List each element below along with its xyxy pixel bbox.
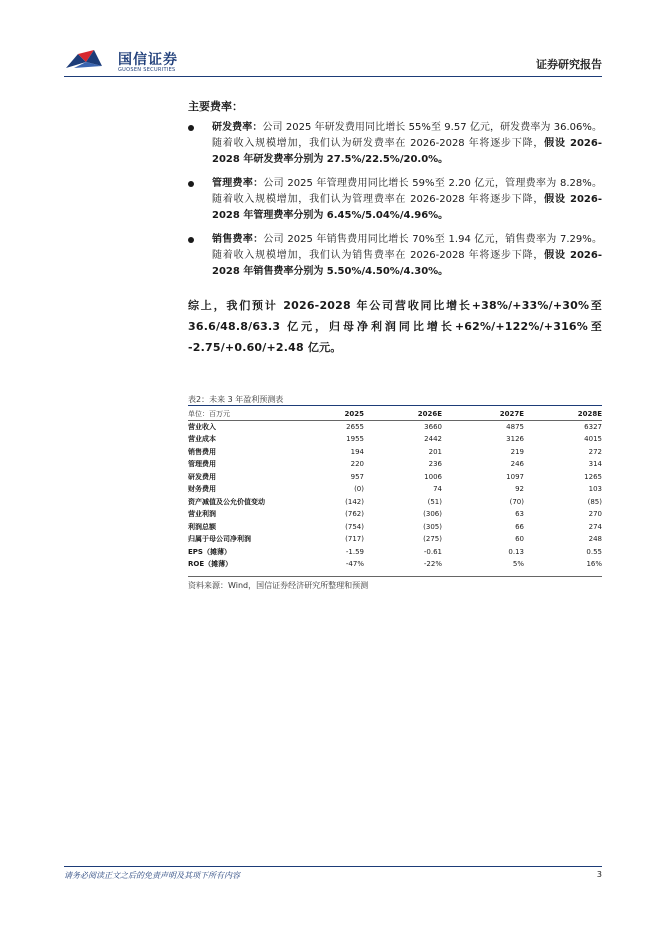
table-cell: 3126 [506, 435, 524, 444]
table-cell: (0) [354, 485, 364, 494]
table-row [188, 446, 602, 459]
bullet-assumption: 假设 2026-2028 年研发费率分别为 27.5%/22.5%/20.0%。 [212, 138, 602, 165]
row-label: EPS（摊薄） [188, 547, 231, 556]
table-top-rule [188, 405, 602, 406]
footer-divider [64, 866, 602, 867]
row-label: 营业成本 [188, 435, 216, 444]
table-cell: 1955 [346, 435, 364, 444]
row-label: 营业收入 [188, 423, 216, 431]
table-row [188, 421, 602, 434]
bullet-assumption: 假设 2026-2028 年管理费率分别为 6.45%/5.04%/4.96%。 [212, 194, 602, 221]
footer-disclaimer: 请务必阅读正文之后的免责声明及其项下所有内容 [64, 871, 240, 880]
table-cell: 272 [588, 447, 602, 456]
table-cell: 1265 [584, 472, 602, 481]
bullet-label: 销售费率： [212, 234, 264, 245]
table-unit-header: 单位：百万元 [188, 408, 298, 421]
table-column-header: 2027E [442, 408, 524, 421]
table-header-row [188, 408, 602, 421]
table-cell: (142) [345, 497, 364, 506]
bullet-rd-expense [188, 120, 602, 168]
table-cell: 236 [428, 460, 442, 469]
table-cell: 63 [515, 510, 524, 519]
table-cell: -0.61 [423, 547, 442, 556]
guosen-logo-icon [64, 48, 114, 72]
header-divider [64, 76, 602, 77]
bullet-body: 公司 2025 年管理费用同比增长 59%至 2.20 亿元，管理费率为 8.28%。随着收入规模增加，我们认为管理费率在 2026-2028 年将逐步下降， [212, 178, 603, 205]
row-label: 归属于母公司净利润 [188, 535, 251, 544]
table-cell: 274 [588, 522, 602, 531]
table-cell: 1006 [424, 472, 442, 481]
table-title: 表2：未来 3 年盈利预测表 [188, 395, 284, 404]
row-label: 资产减值及公允价值变动 [188, 497, 265, 506]
table-cell: (717) [345, 535, 364, 544]
row-label: 利润总额 [188, 522, 216, 531]
forecast-summary: 综上，我们预计 2026-2028 年公司营收同比增长+38%/+33%/+30%至 36.6/48.8/63.3 亿元，归母净利润同比增长+62%/+122%/+316%至 -2.75/+0.60/+2.48 亿元。 [188, 299, 602, 354]
bullet-body: 公司 2025 年销售费用同比增长 70%至 1.94 亿元，销售费率为 7.29%。随着收入规模增加，我们认为销售费率在 2026-2028 年将逐步下降， [212, 234, 603, 261]
report-type-label: 证券研究报告 [536, 58, 602, 71]
bullet-label: 研发费率： [212, 122, 263, 133]
bullet-dot-icon [188, 181, 194, 187]
table-cell: (275) [423, 535, 442, 544]
table-row [188, 521, 602, 534]
table-cell: 5% [512, 560, 524, 569]
logo-text-en: GUOSEN SECURITIES [118, 67, 176, 73]
table-column-header: 2026E [364, 408, 442, 421]
table-cell: 103 [588, 485, 602, 494]
table-cell: 2442 [424, 435, 442, 444]
earnings-forecast-table [188, 408, 602, 571]
table-row [188, 546, 602, 559]
table-cell: 201 [428, 447, 442, 456]
table-bottom-rule [188, 576, 602, 577]
table-cell: 4875 [506, 423, 524, 431]
table-cell: (754) [345, 522, 364, 531]
table-cell: 60 [515, 535, 524, 544]
table-cell: (306) [423, 510, 442, 519]
table-cell: 4015 [584, 435, 602, 444]
table-column-header: 2025 [298, 408, 364, 421]
table-cell: 248 [588, 535, 602, 544]
page-header [64, 40, 602, 78]
section-title: 主要费率： [188, 100, 243, 113]
table-row [188, 483, 602, 496]
table-cell: 270 [588, 510, 602, 519]
row-label: 管理费用 [188, 460, 216, 469]
bullet-dot-icon [188, 237, 194, 243]
table-cell: 74 [433, 485, 442, 494]
table-cell: -22% [423, 560, 442, 569]
row-label: ROE（摊薄） [188, 560, 233, 569]
table-row [188, 508, 602, 521]
table-cell: (70) [509, 497, 524, 506]
logo-text-cn: 国信证券 [118, 52, 178, 68]
table-cell: 2655 [346, 423, 364, 431]
row-label: 销售费用 [188, 447, 216, 456]
table-cell: 246 [510, 460, 524, 469]
page-number: 3 [596, 870, 602, 879]
table-cell: 220 [350, 460, 364, 469]
table-row [188, 433, 602, 446]
bullet-dot-icon [188, 125, 194, 131]
row-label: 财务费用 [188, 485, 216, 494]
bullet-admin-expense [188, 176, 602, 224]
table-cell: (305) [423, 522, 442, 531]
table-cell: 1097 [506, 472, 524, 481]
table-cell: 6327 [584, 423, 602, 431]
bullet-assumption: 假设 2026-2028 年销售费率分别为 5.50%/4.50%/4.30%。 [212, 250, 602, 277]
table-cell: -47% [345, 560, 364, 569]
table-cell: 3660 [424, 423, 442, 431]
table-row [188, 533, 602, 546]
table-row [188, 496, 602, 509]
table-cell: (762) [345, 510, 364, 519]
table-cell: 92 [515, 485, 524, 494]
table-cell: 0.55 [586, 547, 602, 556]
table-cell: -1.59 [345, 547, 364, 556]
table-cell: 957 [350, 472, 364, 481]
table-cell: 66 [515, 522, 524, 531]
table-row [188, 458, 602, 471]
row-label: 营业利润 [188, 510, 216, 519]
table-cell: 219 [510, 447, 524, 456]
table-row [188, 558, 602, 571]
table-row [188, 471, 602, 484]
row-label: 研发费用 [188, 472, 216, 481]
bullet-body: 公司 2025 年研发费用同比增长 55%至 9.57 亿元，研发费率为 36.06%。随着收入规模增加，我们认为研发费率在 2026-2028 年将逐步下降， [212, 122, 602, 149]
table-cell: 194 [350, 447, 364, 456]
table-cell: 0.13 [508, 547, 524, 556]
table-cell: 16% [586, 560, 602, 569]
bullet-label: 管理费率： [212, 178, 264, 189]
table-cell: (85) [587, 497, 602, 506]
table-cell: (51) [427, 497, 442, 506]
table-column-header: 2028E [524, 408, 602, 421]
table-source-note: 资料来源：Wind，国信证券经济研究所整理和预测 [188, 581, 369, 590]
bullet-sales-expense [188, 232, 602, 280]
table-cell: 314 [588, 460, 602, 469]
